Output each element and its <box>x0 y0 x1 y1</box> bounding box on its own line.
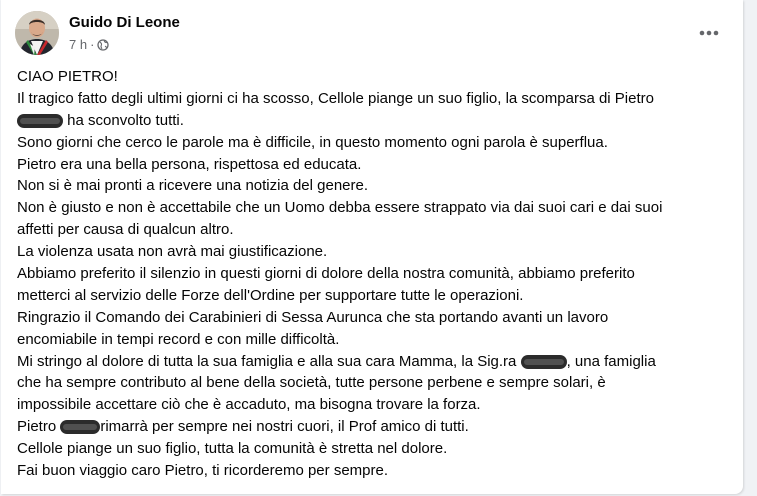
post-line: impossibile accettare ciò che è accaduto, ma bisogna trovare la forza. <box>17 396 481 414</box>
post-line: affetti per causa di qualcun altro. <box>17 221 234 239</box>
meta-separator: · <box>90 37 95 52</box>
post-card <box>1 0 743 494</box>
post-line: La violenza usata non avrà mai giustificazione. <box>17 243 328 261</box>
post-line-text: Pietro <box>17 418 57 436</box>
post-line <box>17 110 733 132</box>
redacted-name <box>521 355 567 369</box>
post-line <box>17 351 733 373</box>
post-text <box>17 66 733 482</box>
post-line: encomiabile in tempi record e con mille difficoltà. <box>17 330 340 348</box>
post-line-text: rimarrà per sempre nei nostri cuori, il Prof amico di tutti. <box>100 418 469 436</box>
post-line-text: ha sconvolto tutti. <box>67 111 184 129</box>
post-line: CIAO PIETRO! <box>17 68 118 85</box>
ellipsis-icon <box>699 30 719 36</box>
post-line: che ha sempre contributo al bene della società, tutte persone perbene e sempre solari, è <box>17 374 606 392</box>
post-timestamp[interactable]: 7 h <box>69 37 88 52</box>
post-line: Non è giusto e non è accettabile che un Uomo debba essere strappato via dai suoi cari e dai suoi <box>17 199 663 217</box>
post-line: Il tragico fatto degli ultimi giorni ci ha scosso, Cellole piange un suo figlio, la scomparsa di Pietro <box>17 89 654 107</box>
post-line: metterci al servizio delle Forze dell'Ordine per supportare tutte le operazioni. <box>17 286 524 304</box>
post-line <box>17 416 733 438</box>
post-line-text: Mi stringo al dolore di tutta la sua famiglia e alla sua cara Mamma, la Sig.ra <box>17 352 517 370</box>
post-line: Cellole piange un suo figlio, tutta la comunità è stretta nel dolore. <box>17 440 448 458</box>
author-name[interactable]: Guido Di Leone <box>69 14 180 31</box>
globe-icon[interactable] <box>97 39 109 51</box>
more-options-button[interactable] <box>691 15 727 51</box>
post-header <box>1 0 743 60</box>
avatar[interactable] <box>15 11 59 55</box>
post-line: Fai buon viaggio caro Pietro, ti ricorderemo per sempre. <box>17 462 389 480</box>
post-line: Sono giorni che cerco le parole ma è difficile, in questo momento ogni parola è superflua. <box>17 133 608 151</box>
redacted-name <box>17 114 63 128</box>
avatar-image <box>15 11 59 55</box>
post-line: Ringrazio il Comando dei Carabinieri di Sessa Aurunca che sta portando avanti un lavoro <box>17 308 609 326</box>
redacted-name <box>60 420 100 434</box>
post-line-text: , una famiglia <box>566 352 656 370</box>
post-line: Pietro era una bella persona, rispettosa ed educata. <box>17 155 362 173</box>
post-line: Abbiamo preferito il silenzio in questi giorni di dolore della nostra comunità, abbiamo preferito <box>17 265 635 283</box>
post-meta <box>69 37 109 52</box>
post-line: Non si è mai pronti a ricevere una notizia del genere. <box>17 177 369 195</box>
